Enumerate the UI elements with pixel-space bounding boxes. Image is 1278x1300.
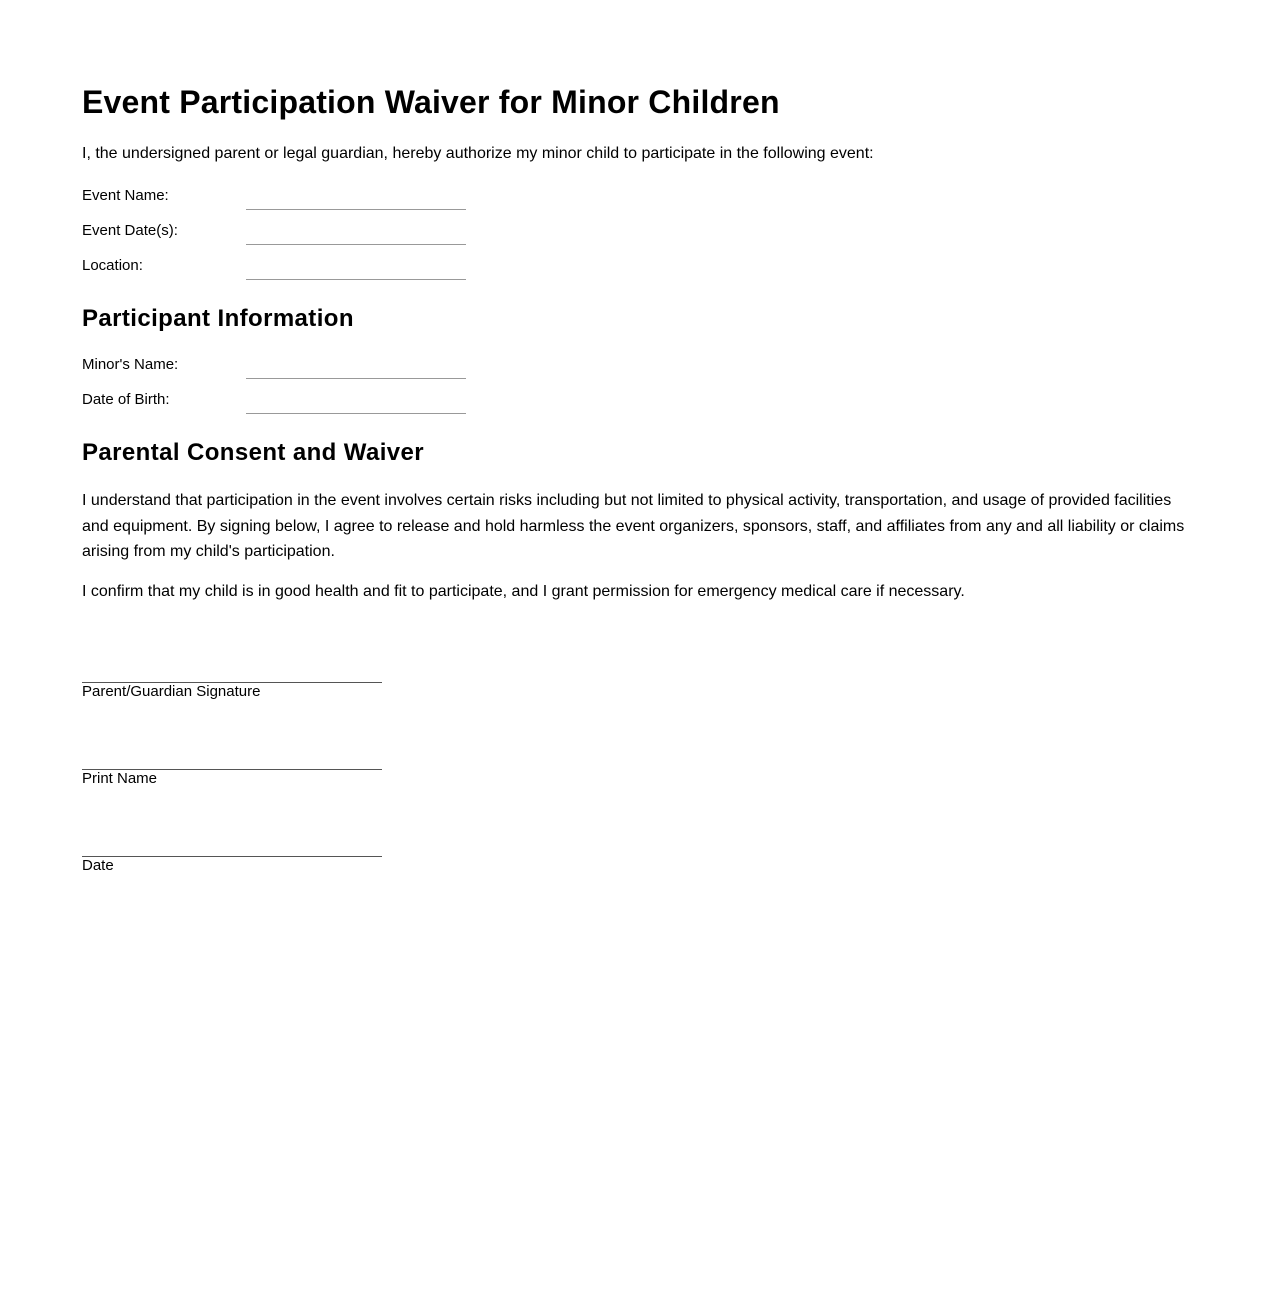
date-of-birth-row xyxy=(82,390,482,414)
participant-info-heading: Participant Information xyxy=(82,305,354,332)
date-of-birth-input[interactable] xyxy=(246,394,466,414)
intro-text: I, the undersigned parent or legal guardian, hereby authorize my minor child to participate in the following event: xyxy=(82,145,874,162)
print-name-label: Print Name xyxy=(82,770,158,787)
signature-label: Parent/Guardian Signature xyxy=(82,683,261,700)
event-dates-label: Event Date(s): xyxy=(82,222,178,239)
event-dates-row xyxy=(82,221,482,245)
consent-paragraph: I understand that participation in the event involves certain risks including but not limited to physical activity, transportation, and usage of provided facilities and equipment. By signing below, I agree to release and hold harmless the event organizers, sponsors, staff, and affiliates from any and all liability or claims arising from my child's participation. xyxy=(82,492,1185,561)
event-name-label: Event Name: xyxy=(82,187,169,204)
date-label: Date xyxy=(82,857,114,874)
health-confirmation-paragraph: I confirm that my child is in good health and fit to participate, and I grant permission for emergency medical care if necessary. xyxy=(82,583,965,600)
location-row xyxy=(82,256,482,280)
minor-name-input[interactable] xyxy=(246,359,466,379)
event-name-input[interactable] xyxy=(246,190,466,210)
print-name-block xyxy=(82,769,382,788)
event-name-row xyxy=(82,186,482,210)
location-label: Location: xyxy=(82,257,143,274)
location-input[interactable] xyxy=(246,260,466,280)
signature-block xyxy=(82,682,382,701)
minor-name-label: Minor's Name: xyxy=(82,356,179,373)
date-of-birth-label: Date of Birth: xyxy=(82,391,170,408)
consent-heading: Parental Consent and Waiver xyxy=(82,439,424,466)
minor-name-row xyxy=(82,355,482,379)
date-block xyxy=(82,856,382,875)
event-dates-input[interactable] xyxy=(246,225,466,245)
page-title: Event Participation Waiver for Minor Children xyxy=(82,84,780,120)
